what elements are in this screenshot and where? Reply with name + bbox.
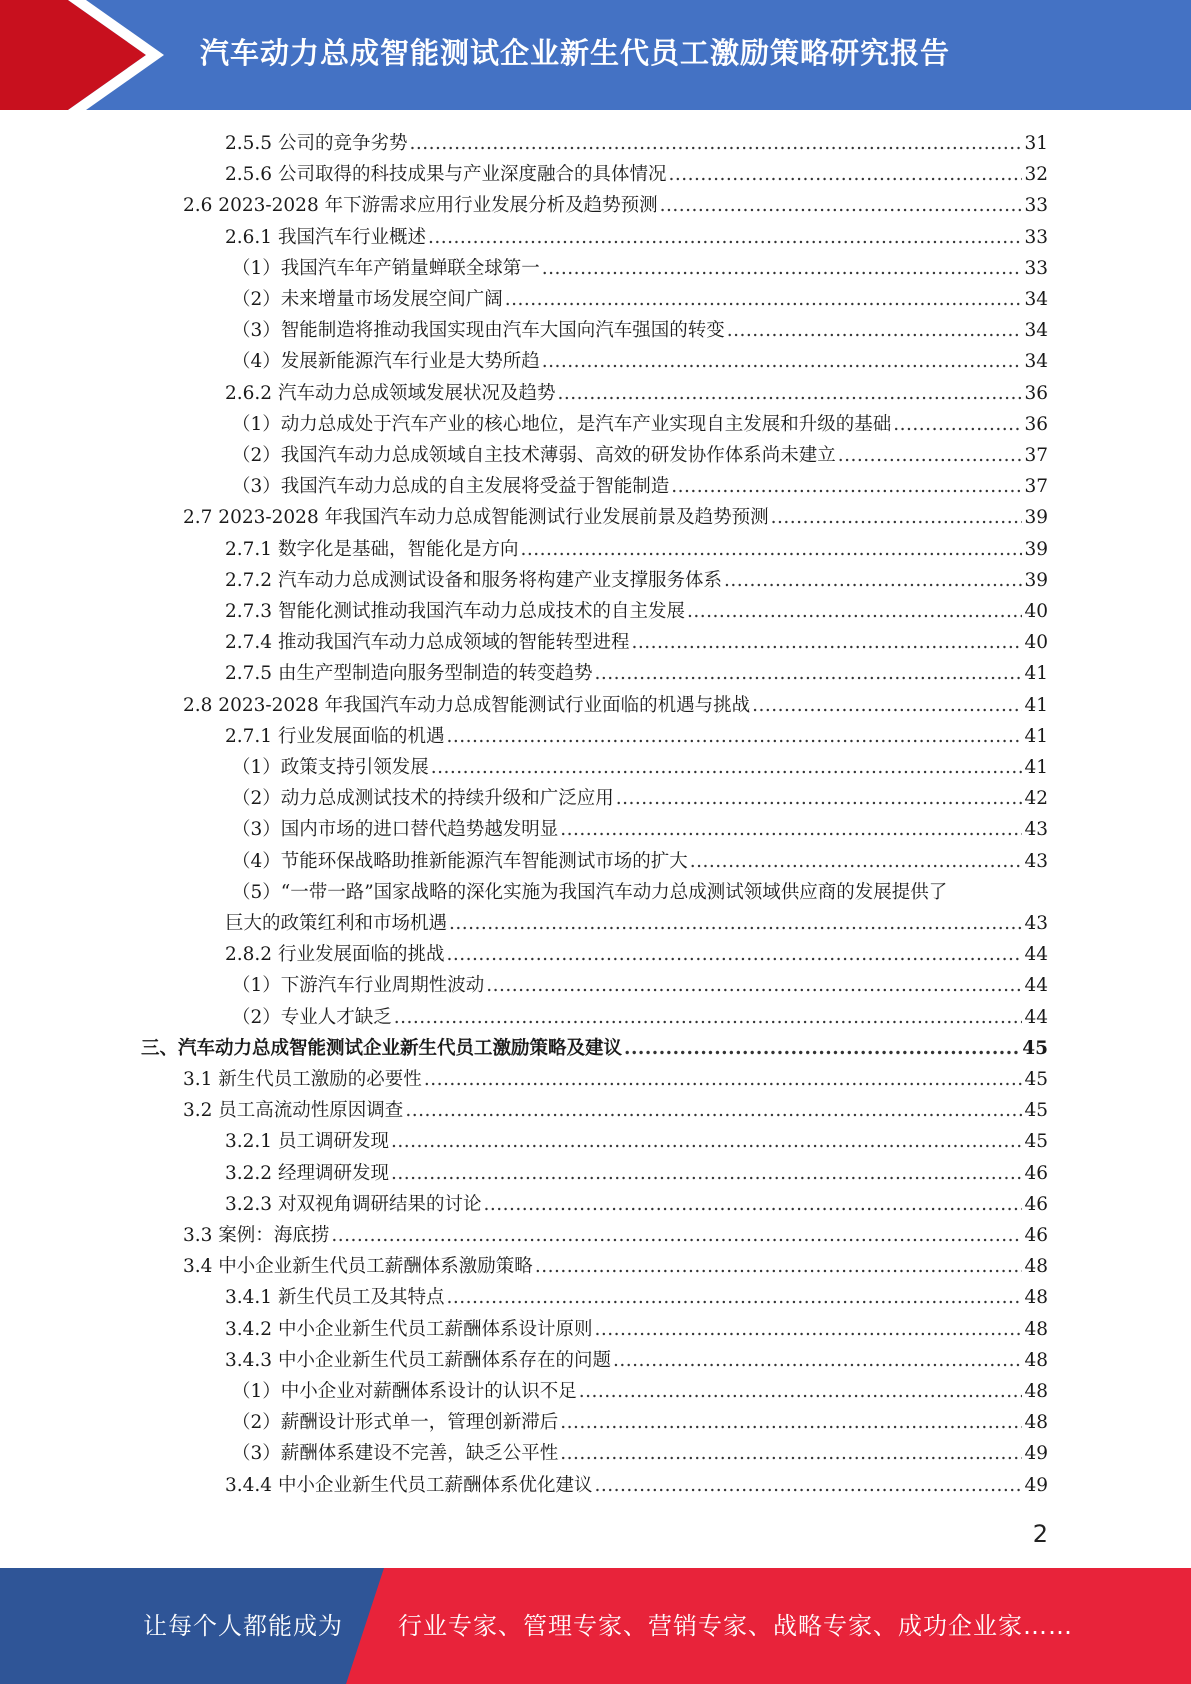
- toc-entry-title: 2.5.5 公司的竞争劣势: [225, 133, 408, 154]
- toc-entry-title: 3.4.2 中小企业新生代员工薪酬体系设计原则: [225, 1318, 593, 1340]
- dot-leader: [631, 627, 1022, 658]
- dot-leader: [331, 1220, 1022, 1251]
- toc-entry[interactable]: [0, 502, 1191, 533]
- toc-entry-title: 3.4.3 中小企业新生代员工薪酬体系存在的问题: [225, 1349, 611, 1371]
- dot-leader: [431, 752, 1022, 783]
- toc-entry-title: 2.6 2023-2028 年下游需求应用行业发展分析及趋势预测: [183, 195, 658, 217]
- toc-entry-title: 巨大的政策红利和市场机遇: [225, 913, 448, 934]
- toc-entry-page: 45: [1022, 1037, 1048, 1059]
- toc-entry[interactable]: [0, 877, 1191, 908]
- toc-entry-title: 3.1 新生代员工激励的必要性: [183, 1069, 422, 1090]
- toc-entry-page: 39: [1024, 538, 1048, 560]
- toc-entry[interactable]: [0, 1126, 1191, 1157]
- toc-entry-page: 39: [1024, 507, 1048, 529]
- toc-entry-title: 2.7 2023-2028 年我国汽车动力总成智能测试行业发展前景及趋势预测: [183, 507, 769, 529]
- toc-entry[interactable]: [0, 159, 1191, 190]
- dot-leader: [391, 1126, 1022, 1157]
- toc-entry-page: 33: [1024, 226, 1048, 248]
- toc-entry-title: 3.4.4 中小企业新生代员工薪酬体系优化建议: [225, 1474, 593, 1496]
- toc-entry-page: 43: [1024, 913, 1048, 934]
- report-title: 汽车动力总成智能测试企业新生代员工激励策略研究报告: [200, 36, 951, 70]
- toc-entry-page: 44: [1024, 975, 1048, 997]
- toc-entry[interactable]: [0, 1095, 1191, 1126]
- toc-entry[interactable]: [0, 1002, 1191, 1033]
- dot-leader: [771, 502, 1022, 533]
- toc-entry-title: （2）我国汽车动力总成领域自主技术薄弱、高效的研发协作体系尚未建立: [232, 445, 836, 466]
- footer-expert-list: 行业专家、管理专家、营销专家、战略专家、成功企业家……: [398, 1612, 1073, 1640]
- dot-leader: [690, 846, 1022, 877]
- toc-entry-title: （4）发展新能源汽车行业是大势所趋: [232, 351, 540, 373]
- toc-entry[interactable]: [0, 378, 1191, 409]
- toc-entry[interactable]: [0, 690, 1191, 721]
- toc-entry-title: （2）薪酬设计形式单一，管理创新滞后: [232, 1412, 559, 1434]
- toc-entry-title: （2）未来增量市场发展空间广阔: [232, 289, 503, 310]
- toc-entry[interactable]: [0, 1438, 1191, 1469]
- toc-entry-page: 36: [1024, 382, 1048, 404]
- toc-entry-page: 37: [1024, 445, 1048, 466]
- dot-leader: [486, 970, 1022, 1001]
- dot-leader: [687, 596, 1022, 627]
- toc-entry[interactable]: [0, 409, 1191, 440]
- toc-entry-page: 40: [1024, 632, 1048, 654]
- toc-entry-title: 2.6.2 汽车动力总成领域发展状况及趋势: [225, 382, 556, 404]
- dot-leader: [727, 315, 1022, 346]
- toc-entry[interactable]: [0, 658, 1191, 689]
- toc-entry-title: 2.7.1 数字化是基础，智能化是方向: [225, 538, 519, 560]
- toc-entry-page: 48: [1024, 1349, 1048, 1371]
- dot-leader: [560, 814, 1022, 845]
- toc-entry-title: （1）我国汽车年产销量蝉联全球第一: [232, 257, 540, 279]
- toc-entry-page: 45: [1024, 1100, 1048, 1122]
- toc-entry[interactable]: [0, 190, 1191, 221]
- toc-entry-title: （2）动力总成测试技术的持续升级和广泛应用: [232, 788, 614, 810]
- toc-entry-page: 41: [1024, 757, 1048, 778]
- dot-leader: [542, 346, 1022, 377]
- toc-entry-page: 46: [1024, 1162, 1048, 1184]
- toc-entry-page: 34: [1024, 351, 1048, 373]
- toc-entry-page: 49: [1024, 1443, 1048, 1465]
- dot-leader: [394, 1002, 1022, 1033]
- toc-entry-title: 3.2.2 经理调研发现: [225, 1162, 389, 1184]
- toc-entry-page: 45: [1024, 1131, 1048, 1153]
- dot-leader: [542, 253, 1022, 284]
- toc-entry[interactable]: [0, 1251, 1191, 1282]
- page-header: [0, 0, 1191, 110]
- toc-entry-title: 2.8 2023-2028 年我国汽车动力总成智能测试行业面临的机遇与挑战: [183, 694, 751, 716]
- toc-entry-page: 45: [1024, 1069, 1048, 1090]
- toc-entry[interactable]: [0, 939, 1191, 970]
- toc-entry-page: 41: [1024, 725, 1048, 747]
- toc-entry[interactable]: [0, 1345, 1191, 1376]
- toc-entry[interactable]: [0, 1282, 1191, 1313]
- dot-leader: [505, 284, 1022, 315]
- toc-entry[interactable]: [0, 1064, 1191, 1095]
- toc-entry[interactable]: [0, 814, 1191, 845]
- toc-entry-page: 40: [1024, 601, 1048, 622]
- toc-entry[interactable]: [0, 846, 1191, 877]
- toc-entry-title: 3.3 案例：海底捞: [183, 1225, 330, 1246]
- toc-entry-page: 32: [1024, 164, 1048, 186]
- toc-entry-title: 2.7.5 由生产型制造向服务型制造的转变趋势: [225, 663, 593, 685]
- page-number: 2: [1032, 1520, 1048, 1548]
- toc-entry-page: 46: [1024, 1225, 1048, 1246]
- dot-leader: [520, 534, 1022, 565]
- toc-entry-page: 41: [1024, 694, 1048, 716]
- toc-entry[interactable]: [0, 721, 1191, 752]
- toc-entry-page: 44: [1024, 944, 1048, 966]
- dot-leader: [624, 1033, 1020, 1064]
- toc-entry-title: （3）国内市场的进口替代趋势越发明显: [232, 819, 559, 841]
- dot-leader: [446, 1282, 1022, 1313]
- toc-entry[interactable]: [0, 1189, 1191, 1220]
- toc-entry-page: 49: [1024, 1474, 1048, 1496]
- dot-leader: [424, 1064, 1022, 1095]
- toc-entry[interactable]: [0, 627, 1191, 658]
- toc-entry-title: （3）薪酬体系建设不完善，缺乏公平性: [232, 1443, 559, 1465]
- dot-leader: [893, 409, 1022, 440]
- toc-entry[interactable]: [0, 284, 1191, 315]
- toc-entry-page: 43: [1024, 819, 1048, 841]
- dot-leader: [557, 378, 1022, 409]
- toc-entry-title: （1）动力总成处于汽车产业的核心地位，是汽车产业实现自主发展和升级的基础: [232, 413, 892, 435]
- toc-entry-title: 3.2 员工高流动性原因调查: [183, 1100, 404, 1122]
- toc-entry-page: 34: [1024, 320, 1048, 342]
- toc-entry-title: 3.4 中小企业新生代员工薪酬体系激励策略: [183, 1256, 533, 1278]
- toc-entry-title: 三、汽车动力总成智能测试企业新生代员工激励策略及建议: [141, 1037, 623, 1059]
- toc-entry[interactable]: [0, 440, 1191, 471]
- toc-entry-page: 33: [1024, 257, 1048, 279]
- toc-entry[interactable]: [0, 253, 1191, 284]
- dot-leader: [449, 908, 1022, 939]
- toc-entry[interactable]: [0, 1376, 1191, 1407]
- toc-entry-page: 48: [1024, 1256, 1048, 1278]
- toc-entry-title: 2.6.1 我国汽车行业概述: [225, 226, 426, 248]
- toc-entry-page: 31: [1024, 133, 1048, 154]
- toc-entry-title: 3.4.1 新生代员工及其特点: [225, 1287, 445, 1309]
- toc-entry-page: 48: [1024, 1318, 1048, 1340]
- dot-leader: [446, 721, 1022, 752]
- toc-entry-title: （1）下游汽车行业周期性波动: [232, 975, 485, 997]
- toc-entry-title: （1）政策支持引领发展: [232, 757, 429, 778]
- toc-entry[interactable]: [0, 1033, 1191, 1064]
- toc-entry-page: 33: [1024, 195, 1048, 217]
- toc-entry-title: 3.2.3 对双视角调研结果的讨论: [225, 1193, 482, 1215]
- toc-entry[interactable]: [0, 752, 1191, 783]
- dot-leader: [535, 1251, 1022, 1282]
- dot-leader: [405, 1095, 1022, 1126]
- toc-entry[interactable]: [0, 1158, 1191, 1189]
- toc-entry[interactable]: [0, 908, 1191, 939]
- dot-leader: [446, 939, 1022, 970]
- dot-leader: [560, 1438, 1022, 1469]
- toc-entry[interactable]: [0, 1314, 1191, 1345]
- toc-entry[interactable]: [0, 1407, 1191, 1438]
- toc-entry-title: （5）“一带一路”国家战略的深化实施为我国汽车动力总成测试领域供应商的发展提供了: [232, 881, 948, 903]
- toc-entry-title: （2）专业人才缺乏: [232, 1006, 392, 1028]
- dot-leader: [671, 471, 1022, 502]
- dot-leader: [613, 1345, 1022, 1376]
- toc-entry[interactable]: [0, 534, 1191, 565]
- dot-leader: [409, 128, 1022, 159]
- toc-entry-page: 43: [1024, 850, 1048, 872]
- dot-leader: [752, 690, 1022, 721]
- toc-entry-page: 36: [1024, 413, 1048, 435]
- dot-leader: [660, 190, 1022, 221]
- toc-entry-page: 48: [1024, 1412, 1048, 1434]
- toc-entry-title: （1）中小企业对薪酬体系设计的认识不足: [232, 1381, 577, 1402]
- toc-entry-page: 34: [1024, 289, 1048, 310]
- toc-entry[interactable]: [0, 1220, 1191, 1251]
- toc-entry-title: 2.8.2 行业发展面临的挑战: [225, 944, 445, 966]
- toc-entry[interactable]: [0, 346, 1191, 377]
- toc-entry-title: 3.2.1 员工调研发现: [225, 1131, 389, 1153]
- dot-leader: [668, 159, 1022, 190]
- toc-entry-page: 48: [1024, 1381, 1048, 1402]
- toc-entry-title: 2.7.2 汽车动力总成测试设备和服务将构建产业支撑服务体系: [225, 569, 722, 591]
- toc-entry-page: 48: [1024, 1287, 1048, 1309]
- toc-entry-page: 44: [1024, 1006, 1048, 1028]
- toc-entry[interactable]: [0, 315, 1191, 346]
- toc-entry[interactable]: [0, 565, 1191, 596]
- toc-entry-page: 37: [1024, 476, 1048, 498]
- dot-leader: [391, 1158, 1022, 1189]
- toc-entry-title: （4）节能环保战略助推新能源汽车智能测试市场的扩大: [232, 850, 688, 872]
- toc-entry-page: 42: [1024, 788, 1048, 810]
- toc-entry[interactable]: [0, 1470, 1191, 1501]
- toc-entry-page: 39: [1024, 569, 1048, 591]
- toc-entry-title: （3）智能制造将推动我国实现由汽车大国向汽车强国的转变: [232, 320, 725, 342]
- toc-entry-title: 2.7.3 智能化测试推动我国汽车动力总成技术的自主发展: [225, 601, 685, 622]
- dot-leader: [594, 658, 1022, 689]
- toc-entry-title: 2.7.1 行业发展面临的机遇: [225, 725, 445, 747]
- footer-slogan: 让每个人都能成为: [143, 1612, 343, 1640]
- toc-entry[interactable]: [0, 128, 1191, 159]
- dot-leader: [724, 565, 1022, 596]
- toc-entry-page: 46: [1024, 1193, 1048, 1215]
- dot-leader: [616, 783, 1022, 814]
- toc-entry-title: 2.5.6 公司取得的科技成果与产业深度融合的具体情况: [225, 164, 667, 186]
- dot-leader: [594, 1470, 1022, 1501]
- dot-leader: [838, 440, 1022, 471]
- toc-entry[interactable]: [0, 970, 1191, 1001]
- toc-entry-title: 2.7.4 推动我国汽车动力总成领域的智能转型进程: [225, 632, 630, 654]
- toc-entry[interactable]: [0, 471, 1191, 502]
- dot-leader: [428, 222, 1022, 253]
- dot-leader: [579, 1376, 1022, 1407]
- toc-entry-title: （3）我国汽车动力总成的自主发展将受益于智能制造: [232, 476, 670, 498]
- page-footer: [0, 1568, 1191, 1684]
- dot-leader: [483, 1189, 1022, 1220]
- dot-leader: [594, 1314, 1022, 1345]
- toc-entry[interactable]: [0, 596, 1191, 627]
- toc-entry-page: 41: [1024, 663, 1048, 685]
- toc-entry[interactable]: [0, 222, 1191, 253]
- dot-leader: [560, 1407, 1022, 1438]
- toc-entry[interactable]: [0, 783, 1191, 814]
